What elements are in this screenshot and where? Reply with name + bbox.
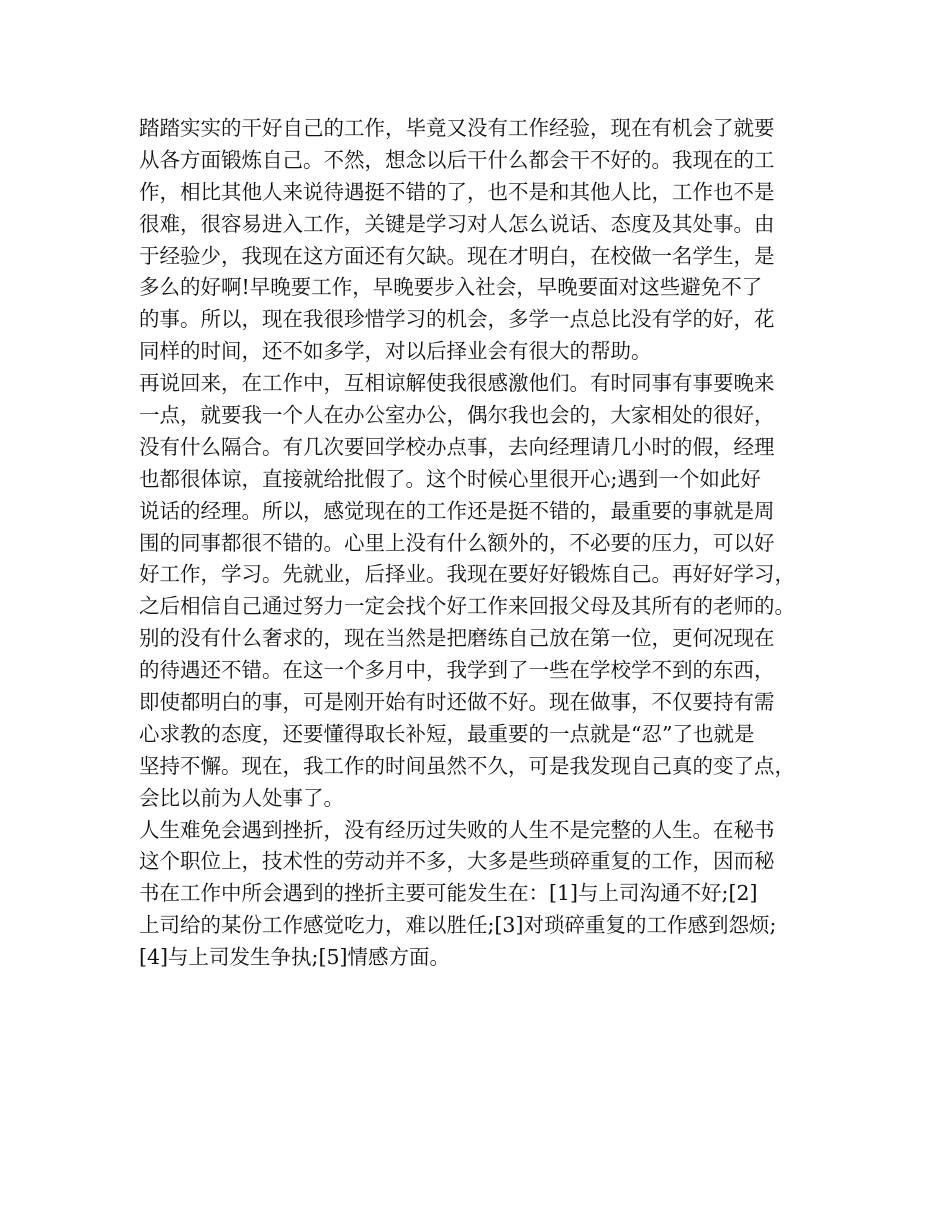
text-line: 别的没有什么奢求的，现在当然是把磨练自己放在第一位，更何况现在 xyxy=(139,626,775,651)
text-line: 多么的好啊!早晚要工作，早晚要步入社会，早晚要面对这些避免不了 xyxy=(139,275,763,300)
text-line: 作，相比其他人来说待遇挺不错的了，也不是和其他人比，工作也不是 xyxy=(139,179,775,204)
text-line: 围的同事都很不错的。心里上没有什么额外的，不必要的压力，可以好 xyxy=(139,530,775,555)
text-line: 很难，很容易进入工作，关键是学习对人怎么说话、态度及其处事。由 xyxy=(139,211,775,236)
text-line: 坚持不懈。现在，我工作的时间虽然不久，可是我发现自己真的变了点， xyxy=(139,753,795,778)
text-line: 之后相信自己通过努力一定会找个好工作来回报父母及其所有的老师的。 xyxy=(139,594,795,619)
text-line: 同样的时间，还不如多学，对以后择业会有很大的帮助。 xyxy=(139,339,652,364)
text-line: 书在工作中所会遇到的挫折主要可能发生在：[1]与上司沟通不好;[2] xyxy=(139,881,758,906)
text-line: 一点，就要我一个人在办公室办公，偶尔我也会的，大家相处的很好， xyxy=(139,403,775,428)
text-line: 再说回来，在工作中，互相谅解使我很感激他们。有时同事有事要晚来 xyxy=(139,371,775,396)
text-line: 说话的经理。所以，感觉现在的工作还是挺不错的，最重要的事就是周 xyxy=(139,498,775,523)
text-line: 好工作，学习。先就业，后择业。我现在要好好锻炼自己。再好好学习， xyxy=(139,562,795,587)
text-line: 从各方面锻炼自己。不然，想念以后干什么都会干不好的。我现在的工 xyxy=(139,147,775,172)
text-line: 没有什么隔合。有几次要回学校办点事，去向经理请几小时的假，经理 xyxy=(139,434,775,459)
body-text xyxy=(139,113,839,974)
text-line: [4]与上司发生争执;[5]情感方面。 xyxy=(139,945,450,970)
text-line: 这个职位上，技术性的劳动并不多，大多是些琐碎重复的工作，因而秘 xyxy=(139,849,775,874)
text-line: 的待遇还不错。在这一个多月中，我学到了一些在学校学不到的东西， xyxy=(139,658,775,683)
text-line: 会比以前为人处事了。 xyxy=(139,785,344,810)
text-line: 的事。所以，现在我很珍惜学习的机会，多学一点总比没有学的好，花 xyxy=(139,307,775,332)
text-line: 上司给的某份工作感觉吃力，难以胜任;[3]对琐碎重复的工作感到怨烦; xyxy=(139,913,777,938)
text-line: 心求教的态度，还要懂得取长补短，最重要的一点就是“忍”了也就是 xyxy=(139,721,755,746)
text-line: 踏踏实实的干好自己的工作，毕竟又没有工作经验，现在有机会了就要 xyxy=(139,116,775,140)
text-line: 人生难免会遇到挫折，没有经历过失败的人生不是完整的人生。在秘书 xyxy=(139,817,775,842)
text-line: 也都很体谅，直接就给批假了。这个时候心里很开心;遇到一个如此好 xyxy=(139,466,761,491)
text-line: 即使都明白的事，可是刚开始有时还做不好。现在做事，不仅要持有需 xyxy=(139,690,775,715)
text-line: 于经验少，我现在这方面还有欠缺。现在才明白，在校做一名学生，是 xyxy=(139,243,775,268)
